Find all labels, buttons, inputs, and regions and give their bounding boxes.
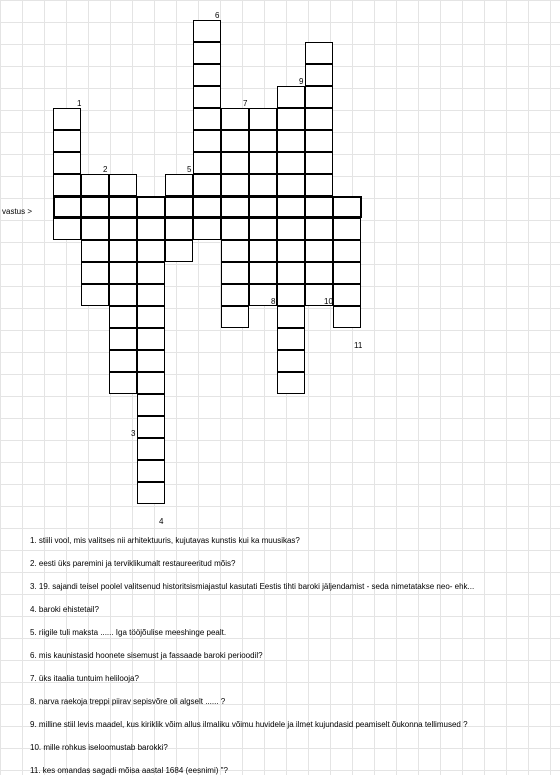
crossword-cell[interactable] bbox=[305, 108, 333, 130]
crossword-cell[interactable] bbox=[109, 328, 137, 350]
crossword-cell[interactable] bbox=[333, 284, 361, 306]
crossword-cell[interactable] bbox=[277, 284, 305, 306]
crossword-cell[interactable] bbox=[221, 284, 249, 306]
crossword-cell[interactable] bbox=[277, 152, 305, 174]
crossword-cell[interactable] bbox=[277, 350, 305, 372]
crossword-cell[interactable] bbox=[305, 42, 333, 64]
crossword-cell[interactable] bbox=[221, 240, 249, 262]
crossword-cell[interactable] bbox=[137, 350, 165, 372]
clue-6: 6. mis kaunistasid hoonete sisemust ja fassaade baroki perioodil? bbox=[30, 651, 263, 660]
crossword-cell[interactable] bbox=[137, 262, 165, 284]
crossword-cell[interactable] bbox=[221, 174, 249, 196]
crossword-cell[interactable] bbox=[193, 20, 221, 42]
crossword-cell[interactable] bbox=[333, 306, 361, 328]
crossword-cell[interactable] bbox=[137, 394, 165, 416]
crossword-cell[interactable] bbox=[109, 372, 137, 394]
crossword-cell[interactable] bbox=[277, 86, 305, 108]
clue-number-6: 6 bbox=[215, 11, 220, 20]
crossword-cell[interactable] bbox=[53, 108, 81, 130]
crossword-cell[interactable] bbox=[109, 240, 137, 262]
crossword-cell[interactable] bbox=[193, 108, 221, 130]
crossword-cell[interactable] bbox=[277, 218, 305, 240]
crossword-cell[interactable] bbox=[137, 196, 165, 218]
clue-number-10: 10 bbox=[324, 297, 333, 306]
crossword-cell[interactable] bbox=[137, 460, 165, 482]
crossword-cell[interactable] bbox=[81, 284, 109, 306]
crossword-cell[interactable] bbox=[221, 108, 249, 130]
crossword-cell[interactable] bbox=[249, 218, 277, 240]
crossword-cell[interactable] bbox=[221, 196, 249, 218]
crossword-cell[interactable] bbox=[109, 350, 137, 372]
crossword-cell[interactable] bbox=[305, 64, 333, 86]
clue-number-5: 5 bbox=[187, 165, 192, 174]
crossword-cell[interactable] bbox=[137, 416, 165, 438]
crossword-cell[interactable] bbox=[249, 108, 277, 130]
crossword-cell[interactable] bbox=[109, 306, 137, 328]
crossword-cell[interactable] bbox=[305, 196, 333, 218]
crossword-cell[interactable] bbox=[333, 262, 361, 284]
clue-number-4: 4 bbox=[159, 517, 164, 526]
crossword-cell[interactable] bbox=[193, 196, 221, 218]
crossword-cell[interactable] bbox=[305, 240, 333, 262]
crossword-cell[interactable] bbox=[53, 152, 81, 174]
crossword-cell[interactable] bbox=[249, 240, 277, 262]
crossword-cell[interactable] bbox=[277, 328, 305, 350]
crossword-cell[interactable] bbox=[193, 174, 221, 196]
crossword-cell[interactable] bbox=[53, 130, 81, 152]
crossword-cell[interactable] bbox=[137, 284, 165, 306]
crossword-cell[interactable] bbox=[193, 42, 221, 64]
crossword-cell[interactable] bbox=[137, 218, 165, 240]
crossword-cell[interactable] bbox=[305, 152, 333, 174]
crossword-cell[interactable] bbox=[165, 196, 193, 218]
clue-number-3: 3 bbox=[131, 429, 136, 438]
crossword-cell[interactable] bbox=[249, 130, 277, 152]
crossword-cell[interactable] bbox=[277, 130, 305, 152]
crossword-cell[interactable] bbox=[221, 152, 249, 174]
clue-number-7: 7 bbox=[243, 99, 248, 108]
crossword-cell[interactable] bbox=[193, 152, 221, 174]
crossword-cell[interactable] bbox=[305, 130, 333, 152]
crossword-cell[interactable] bbox=[305, 174, 333, 196]
clue-number-9: 9 bbox=[299, 77, 304, 86]
crossword-cell[interactable] bbox=[109, 262, 137, 284]
crossword-cell[interactable] bbox=[137, 372, 165, 394]
crossword-cell[interactable] bbox=[249, 152, 277, 174]
crossword-cell[interactable] bbox=[193, 130, 221, 152]
crossword-cell[interactable] bbox=[81, 262, 109, 284]
crossword-cell[interactable] bbox=[109, 174, 137, 196]
clue-5: 5. riigile tuli maksta ...... Iga tööjõulise meeshinge pealt. bbox=[30, 628, 227, 637]
clue-7: 7. üks itaalia tuntuim helilooja? bbox=[30, 674, 139, 683]
answer-label: vastus > bbox=[2, 207, 33, 216]
clue-8: 8. narva raekoja treppi piirav sepisvõre oli algselt ...... ? bbox=[30, 697, 226, 706]
crossword-cell[interactable] bbox=[81, 240, 109, 262]
crossword-cell[interactable] bbox=[333, 196, 361, 218]
crossword-cell[interactable] bbox=[277, 262, 305, 284]
crossword-cell[interactable] bbox=[249, 262, 277, 284]
clue-number-1: 1 bbox=[77, 99, 82, 108]
clue-11: 11. kes omandas sagadi mõisa aastal 1684 (eesnimi) "? bbox=[30, 766, 228, 775]
crossword-cell[interactable] bbox=[137, 438, 165, 460]
crossword-cell[interactable] bbox=[81, 174, 109, 196]
crossword-cell[interactable] bbox=[305, 86, 333, 108]
clue-9: 9. milline stiil levis maadel, kus kiriklik võim allus ilmaliku võimu huvidele ja ilmet kujundasid peamiselt õukonna tellimused ? bbox=[30, 720, 468, 729]
crossword-cell[interactable] bbox=[109, 284, 137, 306]
crossword-cell[interactable] bbox=[81, 196, 109, 218]
crossword-cell[interactable] bbox=[277, 108, 305, 130]
crossword-cell[interactable] bbox=[81, 218, 109, 240]
crossword-cell[interactable] bbox=[137, 328, 165, 350]
clue-number-2: 2 bbox=[103, 165, 108, 174]
crossword-cell[interactable] bbox=[221, 306, 249, 328]
crossword-cell[interactable] bbox=[193, 218, 221, 240]
crossword-cell[interactable] bbox=[165, 240, 193, 262]
clue-4: 4. baroki ehistetail? bbox=[30, 605, 99, 614]
crossword-cell[interactable] bbox=[249, 196, 277, 218]
crossword-cell[interactable] bbox=[137, 240, 165, 262]
clue-number-11: 11 bbox=[354, 341, 363, 350]
crossword-cell[interactable] bbox=[277, 306, 305, 328]
crossword-cell[interactable] bbox=[277, 372, 305, 394]
clue-1: 1. stiili vool, mis valitses nii arhitektuuris, kujutavas kunstis kui ka muusikas? bbox=[30, 536, 300, 545]
crossword-cell[interactable] bbox=[165, 174, 193, 196]
crossword-cell[interactable] bbox=[305, 218, 333, 240]
clue-3: 3. 19. sajandi teisel poolel valitsenud historitsismiajastul kasutati Eestis tihti baroki jäljendamist - seda nimetatakse neo- ehk... bbox=[30, 582, 475, 591]
crossword-cell[interactable] bbox=[53, 218, 81, 240]
crossword-cell[interactable] bbox=[277, 174, 305, 196]
crossword-cell[interactable] bbox=[221, 218, 249, 240]
crossword-cell[interactable] bbox=[333, 218, 361, 240]
clue-2: 2. eesti üks paremini ja terviklikumalt restaureeritud mõis? bbox=[30, 559, 236, 568]
crossword-cell[interactable] bbox=[53, 174, 81, 196]
crossword-cell[interactable] bbox=[165, 218, 193, 240]
crossword-cell[interactable] bbox=[221, 262, 249, 284]
crossword-cell[interactable] bbox=[305, 262, 333, 284]
crossword-cell[interactable] bbox=[137, 482, 165, 504]
crossword-cell[interactable] bbox=[221, 130, 249, 152]
crossword-cell[interactable] bbox=[277, 240, 305, 262]
crossword-cell[interactable] bbox=[137, 306, 165, 328]
crossword-cell[interactable] bbox=[193, 64, 221, 86]
crossword-cell[interactable] bbox=[193, 86, 221, 108]
crossword-cell[interactable] bbox=[53, 196, 81, 218]
crossword-cell[interactable] bbox=[333, 240, 361, 262]
crossword-cell[interactable] bbox=[109, 196, 137, 218]
crossword-cell[interactable] bbox=[249, 174, 277, 196]
crossword-cell[interactable] bbox=[277, 196, 305, 218]
clue-10: 10. mille rohkus iseloomustab barokki? bbox=[30, 743, 168, 752]
crossword-cell[interactable] bbox=[109, 218, 137, 240]
clue-number-8: 8 bbox=[271, 297, 276, 306]
